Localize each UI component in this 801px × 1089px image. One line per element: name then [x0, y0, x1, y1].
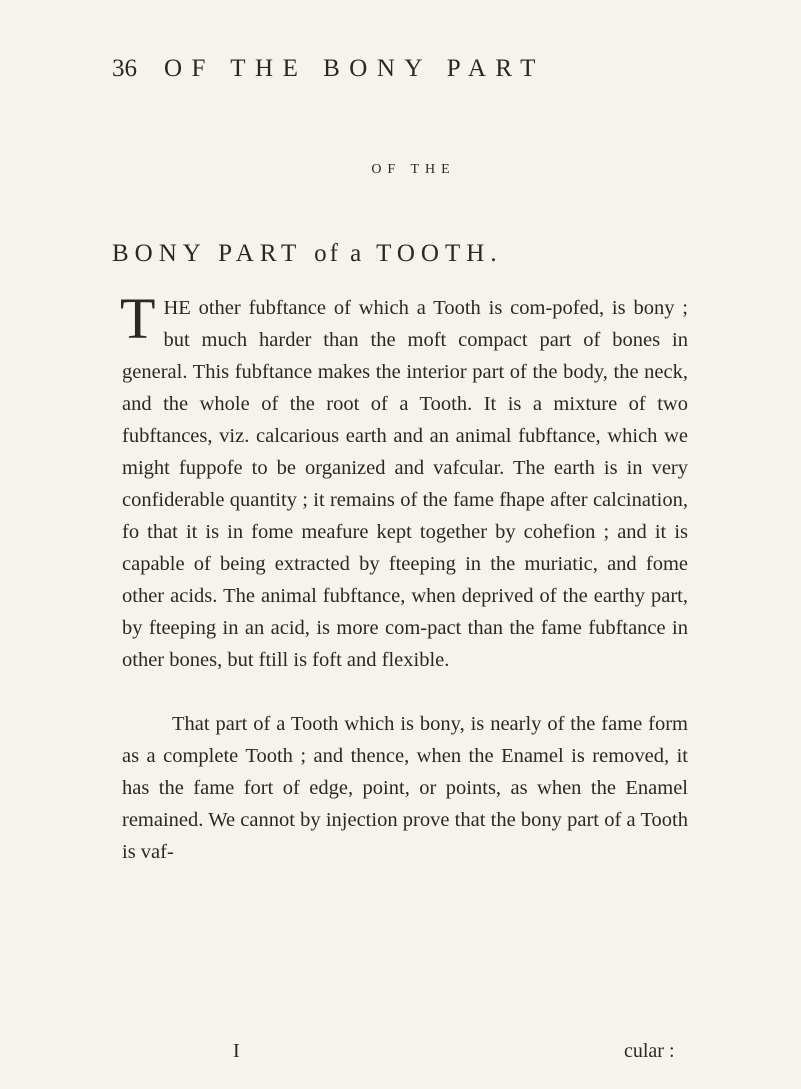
body-text: [120, 286, 688, 868]
page-number: 36: [112, 55, 137, 82]
running-head: OF THE BONY PART: [164, 55, 545, 82]
section-title-of-a: of a: [314, 240, 365, 267]
paragraph-first: [120, 286, 688, 676]
page-header: [112, 55, 702, 95]
paragraph-first-text: HE other fubftance of which a Tooth is com-pofed, is bony ; but much harder than the moft compact part of bones in general. This fubftance makes the interior part of the body, the neck, and the whole of the root of a Tooth. It is a mixture of two fubftances, viz. calcarious earth and an animal fubftance, which we might fuppofe to be organized and vafcular. The earth is in very confiderable quantity ; it remains of the fame fhape after calcination, fo that it is in fome meafure kept together by cohefion ; and it is capable of being extracted by fteeping in the muriatic, and fome other acids. The animal fubftance, when deprived of the earthy part, by fteeping in an acid, is more com-pact than the fame fubftance in other bones, but ftill is foft and flexible.: [122, 297, 688, 671]
signature-mark: I: [233, 1040, 240, 1062]
section-title: [112, 240, 672, 268]
section-title-main: BONY PART: [112, 240, 302, 267]
section-pre-title: OF THE: [371, 162, 456, 177]
catchword: cular :: [624, 1040, 675, 1062]
paragraph-second: That part of a Tooth which is bony, is nearly of the fame form as a complete Tooth ; and thence, when the Enamel is removed, it has the fame fort of edge, point, or points, as when the Enamel remained. We cannot by injection prove that the bony part of a Tooth is vaf-: [122, 713, 688, 863]
section-title-end: TOOTH.: [376, 240, 503, 267]
drop-cap: T: [120, 286, 156, 351]
